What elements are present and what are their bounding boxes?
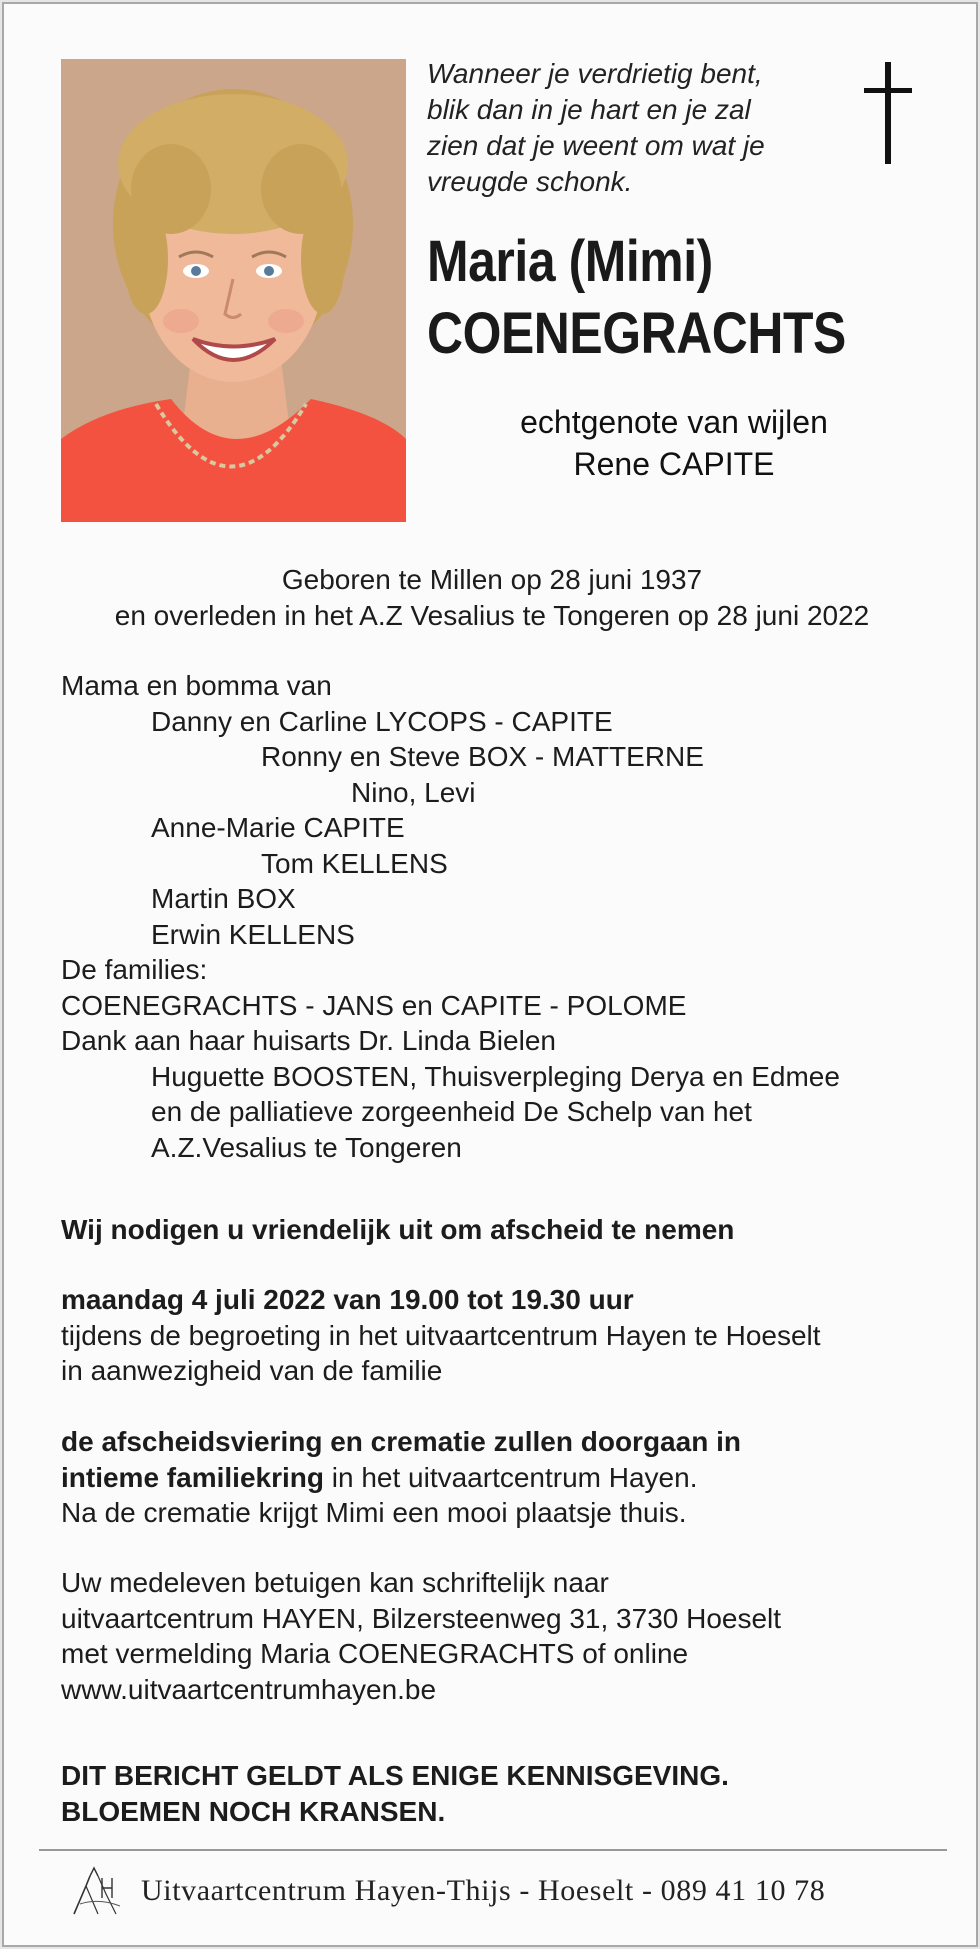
ceremony-line: Na de crematie krijgt Mimi een mooi plaatsje thuis. (61, 1497, 687, 1528)
family-member: Erwin KELLENS (151, 918, 355, 950)
thanks-line: en de palliatieve zorgeenheid De Schelp van het (151, 1096, 752, 1127)
funeral-home-logo-icon (72, 1864, 126, 1916)
footer-divider (39, 1849, 947, 1851)
poem-line: blik dan in je hart en je zal (427, 94, 751, 125)
deceased-name (427, 226, 846, 370)
family-intro: Mama en bomma van (61, 670, 332, 701)
thanks-line: Dank aan haar huisarts Dr. Linda Bielen (61, 1025, 556, 1056)
birth-death-info (4, 562, 980, 633)
visitation-note: in aanwezigheid van de familie (61, 1355, 443, 1386)
cross-icon (864, 62, 912, 164)
portrait-photo (61, 59, 406, 522)
family-member: Ronny en Steve BOX - MATTERNE (261, 741, 704, 772)
birth-line: Geboren te Millen op 28 juni 1937 (281, 564, 703, 595)
notice-line: DIT BERICHT GELDT ALS ENIGE KENNISGEVING. (61, 1760, 729, 1791)
thanks-line: A.Z.Vesalius te Tongeren (151, 1131, 462, 1163)
visitation-date: maandag 4 juli 2022 van 19.00 tot 19.30 uur (61, 1284, 634, 1315)
death-line: en overleden in het A.Z Vesalius te Tongeren op 28 juni 2022 (114, 599, 870, 631)
family-list (61, 668, 840, 1165)
ceremony-line: de afscheidsviering en crematie zullen doorgaan in (61, 1426, 741, 1457)
family-member: Tom KELLENS (261, 847, 448, 879)
notice (61, 1758, 729, 1829)
spouse-label: echtgenote van wijlen (520, 404, 828, 440)
family-member: Danny en Carline LYCOPS - CAPITE (151, 705, 613, 737)
spouse-name: Rene CAPITE (573, 446, 775, 482)
family-member: Martin BOX (151, 883, 296, 914)
ceremony-info (61, 1424, 741, 1531)
poem-line: vreugde schonk. (427, 166, 633, 197)
visitation-location: tijdens de begroeting in het uitvaartcentrum Hayen te Hoeselt (61, 1319, 821, 1351)
notice-line: BLOEMEN NOCH KRANSEN. (61, 1795, 446, 1827)
thanks-line: Huguette BOOSTEN, Thuisverpleging Derya en Edmee (151, 1060, 840, 1092)
condolence-line: met vermelding Maria COENEGRACHTS of online (61, 1638, 689, 1669)
poem (427, 56, 847, 200)
ceremony-bold-text: intieme familiekring (61, 1461, 324, 1493)
funeral-home-contact: Uitvaartcentrum Hayen-Thijs - Hoeselt - 089 41 10 78 (141, 1874, 826, 1907)
ceremony-text: in het uitvaartcentrum Hayen. (323, 1461, 698, 1493)
ceremony-line (61, 1460, 741, 1496)
condolence-line: uitvaartcentrum HAYEN, Bilzersteenweg 31, 3730 Hoeselt (61, 1602, 782, 1634)
obituary-card (2, 2, 978, 1947)
deceased-last-name: COENEGRACHTS (427, 301, 846, 366)
families-names: COENEGRACHTS - JANS en CAPITE - POLOME (61, 989, 687, 1021)
deceased-first-name: Maria (Mimi) (427, 229, 713, 294)
invitation-heading: Wij nodigen u vriendelijk uit om afscheid te nemen (61, 1214, 735, 1245)
spouse-info (444, 401, 904, 485)
condolence-line: Uw medeleven betuigen kan schriftelijk naar (61, 1567, 609, 1598)
condolences-info (61, 1565, 781, 1707)
family-member: Nino, Levi (351, 776, 476, 808)
poem-line: zien dat je weent om wat je (427, 130, 765, 161)
poem-line: Wanneer je verdrietig bent, (427, 58, 763, 89)
family-member: Anne-Marie CAPITE (151, 812, 405, 843)
visitation-info (61, 1282, 821, 1389)
website-link[interactable]: www.uitvaartcentrumhayen.be (61, 1673, 437, 1705)
families-label: De families: (61, 954, 208, 985)
